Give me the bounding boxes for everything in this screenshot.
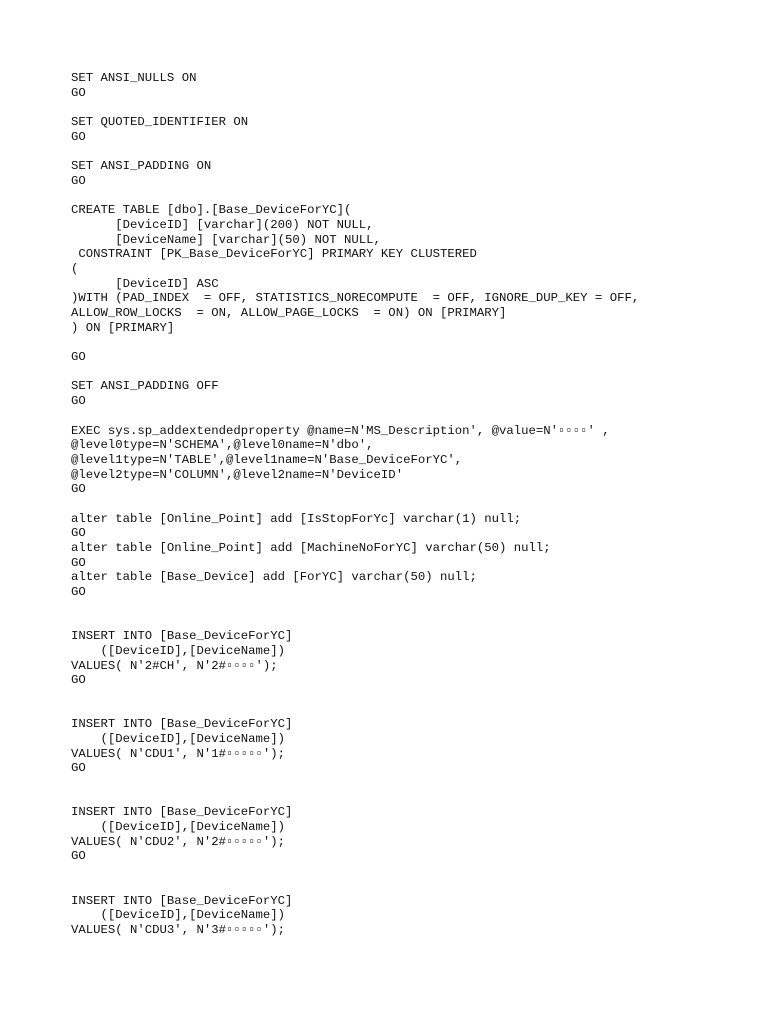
code-line: [71, 776, 639, 791]
code-line: [71, 688, 639, 703]
code-line: [71, 864, 639, 879]
code-line: [71, 879, 639, 894]
code-line: [71, 100, 639, 115]
code-line: [71, 791, 639, 806]
code-line: GO: [71, 849, 86, 864]
code-line: [71, 600, 639, 615]
code-line: [71, 703, 639, 718]
code-line: VALUES( N'CDU2', N'2#▫▫▫▫▫');: [71, 834, 286, 849]
code-line: INSERT INTO [Base_DeviceForYC]: [71, 805, 293, 820]
code-line: (: [71, 261, 79, 276]
sql-code-block: [71, 71, 639, 938]
code-line: alter table [Base_Device] add [ForYC] varchar(50) null;: [71, 570, 477, 585]
code-line: GO: [71, 85, 86, 100]
code-line: GO: [71, 173, 86, 188]
code-line: CONSTRAINT [PK_Base_DeviceForYC] PRIMARY KEY CLUSTERED: [71, 247, 477, 262]
code-line: )WITH (PAD_INDEX = OFF, STATISTICS_NORECOMPUTE = OFF, IGNORE_DUP_KEY = OFF,: [71, 291, 640, 306]
code-line: ) ON [PRIMARY]: [71, 320, 175, 335]
code-line: SET ANSI_NULLS ON: [71, 71, 197, 85]
code-line: SET ANSI_PADDING ON: [71, 159, 212, 174]
code-line: [71, 409, 639, 424]
code-line: @level1type=N'TABLE',@level1name=N'Base_DeviceForYC',: [71, 452, 463, 467]
code-line: VALUES( N'2#CH', N'2#▫▫▫▫');: [71, 658, 278, 673]
code-line: [71, 335, 639, 350]
code-line: [71, 189, 639, 204]
code-line: GO: [71, 526, 86, 541]
code-line: [DeviceID] ASC: [71, 276, 219, 291]
code-line: [71, 144, 639, 159]
code-line: GO: [71, 555, 86, 570]
code-line: VALUES( N'CDU3', N'3#▫▫▫▫▫');: [71, 922, 286, 937]
code-line: @level2type=N'COLUMN',@level2name=N'DeviceID': [71, 467, 404, 482]
code-line: ([DeviceID],[DeviceName]): [71, 643, 286, 658]
code-line: [71, 365, 639, 380]
code-line: GO: [71, 761, 86, 776]
code-line: GO: [71, 673, 86, 688]
code-line: INSERT INTO [Base_DeviceForYC]: [71, 629, 293, 644]
code-line: @level0type=N'SCHEMA',@level0name=N'dbo',: [71, 438, 374, 453]
code-line: EXEC sys.sp_addextendedproperty @name=N'MS_Description', @value=N'▫▫▫▫' ,: [71, 423, 610, 438]
code-line: INSERT INTO [Base_DeviceForYC]: [71, 893, 293, 908]
code-line: [71, 614, 639, 629]
code-line: ([DeviceID],[DeviceName]): [71, 731, 286, 746]
code-line: alter table [Online_Point] add [IsStopForYc] varchar(1) null;: [71, 511, 522, 526]
code-line: [DeviceName] [varchar](50) NOT NULL,: [71, 232, 381, 247]
code-line: [71, 497, 639, 512]
code-line: ALLOW_ROW_LOCKS = ON, ALLOW_PAGE_LOCKS = ON) ON [PRIMARY]: [71, 306, 507, 320]
code-line: CREATE TABLE [dbo].[Base_DeviceForYC](: [71, 203, 352, 218]
code-line: alter table [Online_Point] add [MachineNoForYC] varchar(50) null;: [71, 541, 551, 555]
code-line: ([DeviceID],[DeviceName]): [71, 820, 286, 835]
code-line: SET ANSI_PADDING OFF: [71, 379, 219, 394]
code-line: ([DeviceID],[DeviceName]): [71, 908, 286, 923]
code-line: GO: [71, 350, 86, 365]
code-line: INSERT INTO [Base_DeviceForYC]: [71, 717, 293, 732]
code-line: GO: [71, 482, 86, 497]
code-line: GO: [71, 129, 86, 144]
code-line: GO: [71, 585, 86, 600]
code-line: GO: [71, 394, 86, 409]
code-line: SET QUOTED_IDENTIFIER ON: [71, 115, 249, 130]
code-line: VALUES( N'CDU1', N'1#▫▫▫▫▫');: [71, 746, 286, 761]
code-line: [DeviceID] [varchar](200) NOT NULL,: [71, 217, 374, 232]
